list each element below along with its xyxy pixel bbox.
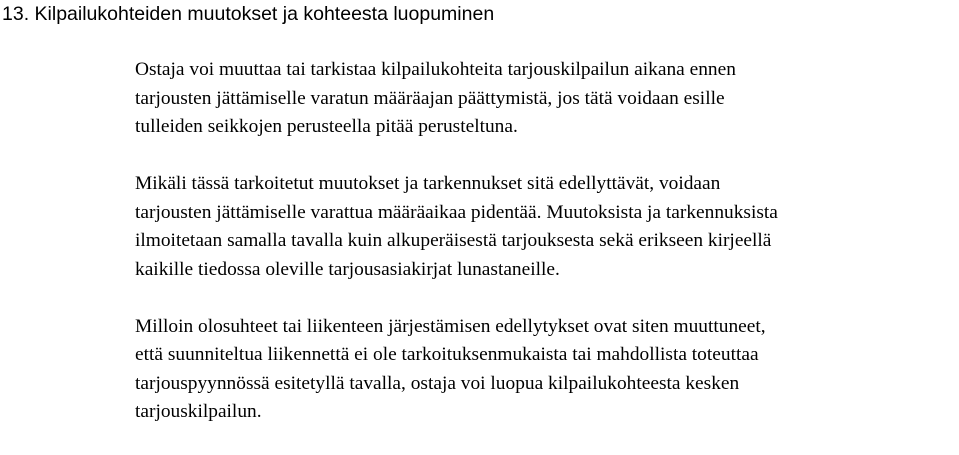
paragraph-withdrawal bbox=[135, 313, 957, 427]
text-line: ilmoitetaan samalla tavalla kuin alkuperäisestä tarjouksesta sekä erikseen kirjeellä bbox=[135, 230, 772, 251]
text-line: Ostaja voi muuttaa tai tarkistaa kilpailukohteita tarjouskilpailun aikana ennen bbox=[135, 59, 736, 80]
text-line: kaikille tiedossa oleville tarjousasiakirjat lunastaneille. bbox=[135, 258, 560, 280]
text-line: tarjousten jättämiselle varatun määräajan päättymistä, jos tätä voidaan esille bbox=[135, 87, 725, 109]
text-line: että suunniteltua liikennettä ei ole tarkoituksenmukaista tai mahdollista toteuttaa bbox=[135, 344, 759, 365]
text-line: Milloin olosuhteet tai liikenteen järjestämisen edellytykset ovat siten muuttuneet, bbox=[135, 315, 766, 337]
text-line: Mikäli tässä tarkoitetut muutokset ja tarkennukset sitä edellyttävät, voidaan bbox=[135, 173, 721, 194]
text-line: tarjousten jättämiselle varattua määräaikaa pidentää. Muutoksista ja tarkennuksista bbox=[135, 201, 778, 223]
section-title: Kilpailukohteiden muutokset ja kohteesta luopuminen bbox=[34, 3, 495, 25]
section-heading bbox=[2, 0, 494, 28]
section-body bbox=[135, 56, 957, 455]
paragraph-deadline-extension bbox=[135, 170, 957, 284]
text-line: tarjouspyynnössä esitetyllä tavalla, ostaja voi luopua kilpailukohteesta kesken bbox=[135, 372, 740, 394]
paragraph-modifications bbox=[135, 56, 957, 142]
text-line: tulleiden seikkojen perusteella pitää perusteltuna. bbox=[135, 116, 518, 137]
section-number: 13. bbox=[2, 3, 30, 25]
text-line: tarjouskilpailun. bbox=[135, 401, 262, 422]
